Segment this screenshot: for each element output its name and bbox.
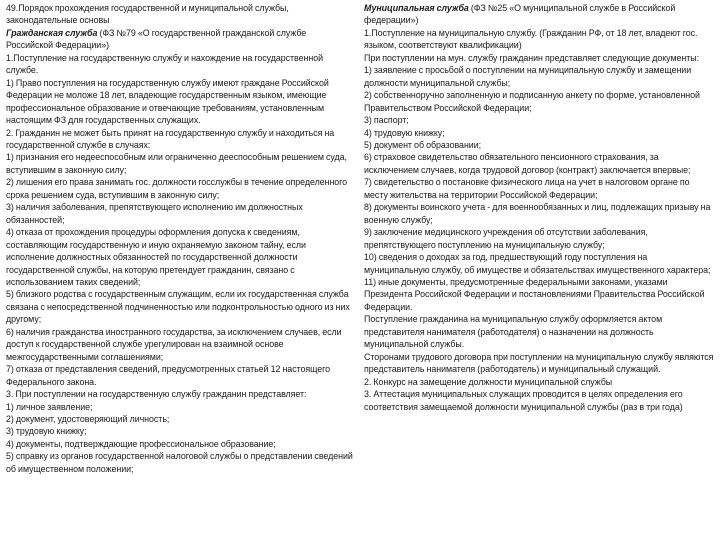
law-label: Гражданская служба [6,27,98,38]
left-column-state-service [6,2,354,540]
paragraph: При поступлении на мун. службу гражданин представляет следующие документы: [364,52,700,63]
paragraph: 1) личное заявление; [6,401,93,412]
law-citation: (ФЗ №25 «О муниципальной службе в Российской федерации») [364,3,676,26]
law-citation: (ФЗ №79 «О государственной гражданской службе Российской Федерации») [6,27,307,51]
paragraph: Сторонами трудового договора при поступлении на муниципальную службу являются представитель нанимателя (работодатель) и муниципальный служащий. [364,351,714,375]
paragraph: 8) документы воинского учета - для военнообязанных и лиц, подлежащих призыву на военную службу; [364,202,711,225]
paragraph: 3. При поступлении на государственную службу гражданин представляет: [6,389,307,400]
paragraph: 2. Гражданин не может быть принят на государственную службу и находиться на государственной службе в случаях: [6,127,335,150]
paragraph: 7) отказа от представления сведений, предусмотренных статьей 12 настоящего Федерального закона. [6,364,331,387]
paragraph: 9) заключение медицинского учреждения об отсутствии заболевания, препятствующего поступлению на муниципальную службу; [364,227,648,250]
paragraph: 7) свидетельство о постановке физического лица на учет в налоговом органе по месту жительства на территории Российской Федерации; [364,177,690,200]
law-label: Муниципальная служба [364,3,469,13]
paragraph: 2. Конкурс на замещение должности муниципальной службы [364,376,613,387]
paragraph: 6) страховое свидетельство обязательного пенсионного страхования, за исключением случаев, когда трудовой договор (контракт) заключается впервые; [364,152,691,175]
question-title: 49.Порядок прохождения государственной и муниципальной службы, законодательные основы [6,3,289,26]
paragraph: 1) заявление с просьбой о поступлении на муниципальную службу и замещении должности муниципальной службы; [364,65,692,88]
paragraph: 3) паспорт; [364,115,409,126]
paragraph: Поступление гражданина на муниципальную службу оформляется актом представителя нанимателя (работодателя) о назначении на должность муниципальной службы. [364,314,663,350]
paragraph: 1) Право поступления на государственную службу имеют граждане Российской Федерации не моложе 18 лет, владеющие государственным языком, имеющие профессиональное образование и отвечающие требованиям, установленным настоящим ФЗ для государственных служащих. [6,77,329,126]
paragraph: 3. Аттестация муниципальных служащих проводится в целях определения его соответствия замещаемой должности муниципальной службы (раз в три года) [364,389,683,412]
law-reference [364,2,714,27]
paragraph: 4) отказа от прохождения процедуры оформления допуска к сведениям, составляющим государственную и иную охраняемую законом тайну, если исполнение должностных обязанностей по государственной должности государственной службы, на которую претендует гражданин, связано с использованием таких сведений; [6,227,306,287]
paragraph: 11) иные документы, предусмотренные федеральными законами, указами Президента Российской Федерации и постановлениями Правительства Российской Федерации. [364,276,705,312]
paragraph: 6) наличия гражданства иностранного государства, за исключением случаев, если доступ к государственной службе урегулирован на взаимной основе межгосударственными соглашениями; [6,326,342,362]
paragraph: 4) трудовую книжку; [364,127,445,138]
paragraph: 5) документ об образовании; [364,139,482,150]
paragraph: 2) документ, удостоверяющий личность; [6,413,170,424]
paragraph: 2) собственноручно заполненную и подписанную анкету по форме, установленной Правительством Российской Федерации; [364,90,700,113]
law-reference [6,27,354,52]
paragraph: 5) справку из органов государственной налоговой службы о представлении сведений об имущественном положении; [6,451,353,474]
paragraph: 10) сведения о доходах за год, предшествующий году поступления на муниципальную службу, об имуществе и обязательствах имущественного характера; [364,252,711,275]
paragraph: 1.Поступление на муниципальную службу. (Гражданин РФ, от 18 лет, владеют гос. языком, соответствуют квалификации) [364,27,698,51]
paragraph: 1) признания его недееспособным или ограниченно дееспособным решением суда, вступившим в законную силу; [6,152,347,175]
paragraph: 5) близкого родства с государственным служащим, если их государственная служба связана с непосредственной подчиненностью или подконтрольностью одного из них другому; [6,289,350,325]
paragraph: 2) лишения его права занимать гос. должности госслужбы в течение определенного срока решением суда, вступившим в законную силу; [6,177,348,200]
paragraph: 4) документы, подтверждающие профессиональное образование; [6,438,276,449]
paragraph: 3) наличия заболевания, препятствующего исполнению им должностных обязанностей; [6,202,303,225]
paragraph: 1.Поступление на государственную службу и нахождение на государственной службе. [6,52,323,76]
right-column-municipal-service [364,2,714,540]
paragraph: 3) трудовую книжку; [6,426,87,437]
